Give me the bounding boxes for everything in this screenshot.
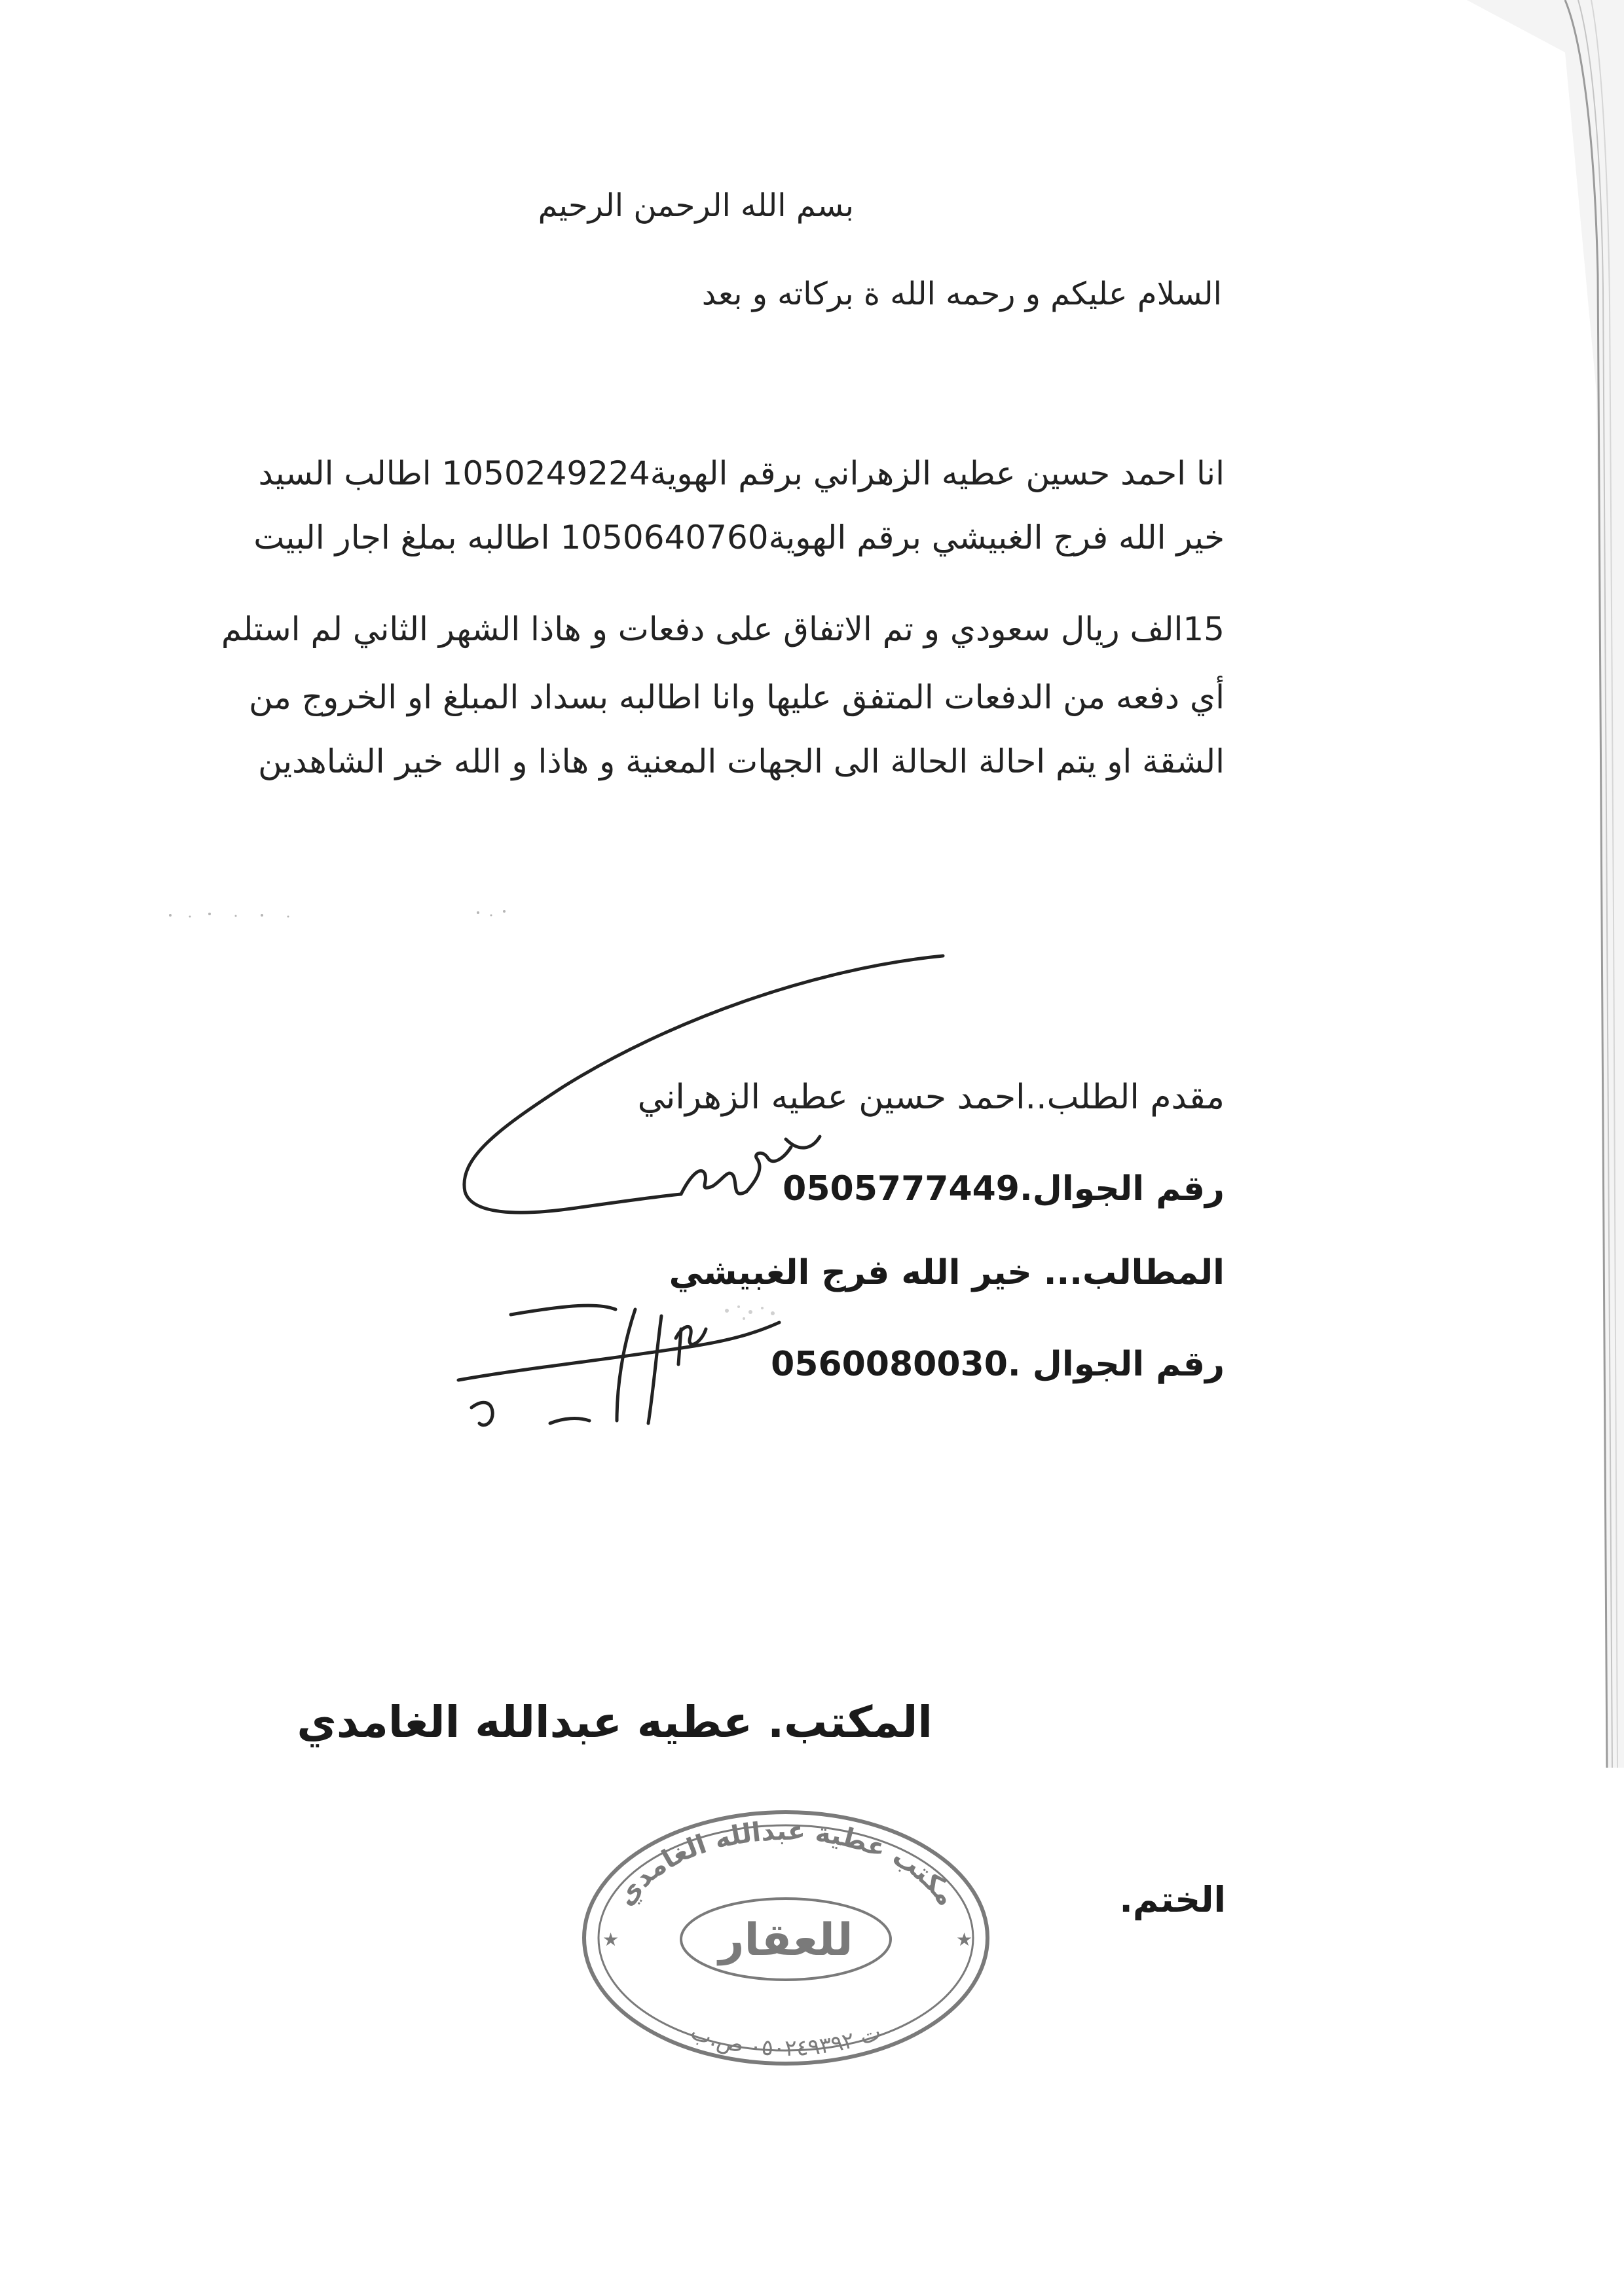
stamp-top-text: مكتب عطية عبدالله الغامدي — [610, 1815, 962, 1912]
body-line-1: انا احمد حسين عطيه الزهراني برقم الهوية1050249224 اطالب السيد — [258, 454, 1225, 492]
body-line-3: 15الف ريال سعودي و تم الاتفاق على دفعات و هاذا الشهر الثاني لم استلم — [221, 610, 1225, 648]
body-line-5: الشقة او يتم احالة الحالة الى الجهات المعنية و هاذا و الله خير الشاهدين — [258, 742, 1225, 780]
svg-text:★: ★ — [602, 1929, 619, 1950]
respondent-mobile: رقم الجوال .0560080030 — [771, 1345, 1225, 1384]
stamp-bottom-text: ت ٠٥٠٢٤٩٣٩٢ ص.ب — [687, 2018, 885, 2062]
svg-text:★: ★ — [956, 1929, 973, 1950]
body-line-2: خير الله فرج الغبيشي برقم الهوية1050640760 اطالبه بملغ اجار البيت — [253, 519, 1225, 556]
applicant-name: مقدم الطلب..احمد حسين عطيه الزهراني — [637, 1078, 1225, 1117]
basmala: بسم الله الرحمن الرحيم — [538, 187, 854, 224]
office-stamp — [576, 1800, 995, 2075]
applicant-signature — [445, 943, 956, 1231]
office-name: المكتب. عطيه عبدالله الغامدي — [297, 1697, 932, 1747]
greeting: السلام عليكم و رحمه الله ة بركاته و بعد — [701, 276, 1222, 312]
stamp-center-text: للعقار — [718, 1914, 853, 1966]
applicant-mobile: رقم الجوال.0505777449 — [783, 1169, 1225, 1209]
respondent-name: المطالب... خير الله فرج الغبيشي — [669, 1253, 1225, 1292]
page-edge-scan-artifact — [1467, 0, 1624, 1768]
seal-label: الختم. — [1119, 1879, 1226, 1920]
svg-text:مكتب عطية عبدالله الغامدي — [610, 1816, 962, 1912]
scan-speckle — [164, 903, 557, 930]
body-line-4: أي دفعه من الدفعات المتفق عليها وانا اطالبه بسداد المبلغ او الخروج من — [249, 678, 1225, 716]
respondent-signature — [445, 1283, 812, 1440]
